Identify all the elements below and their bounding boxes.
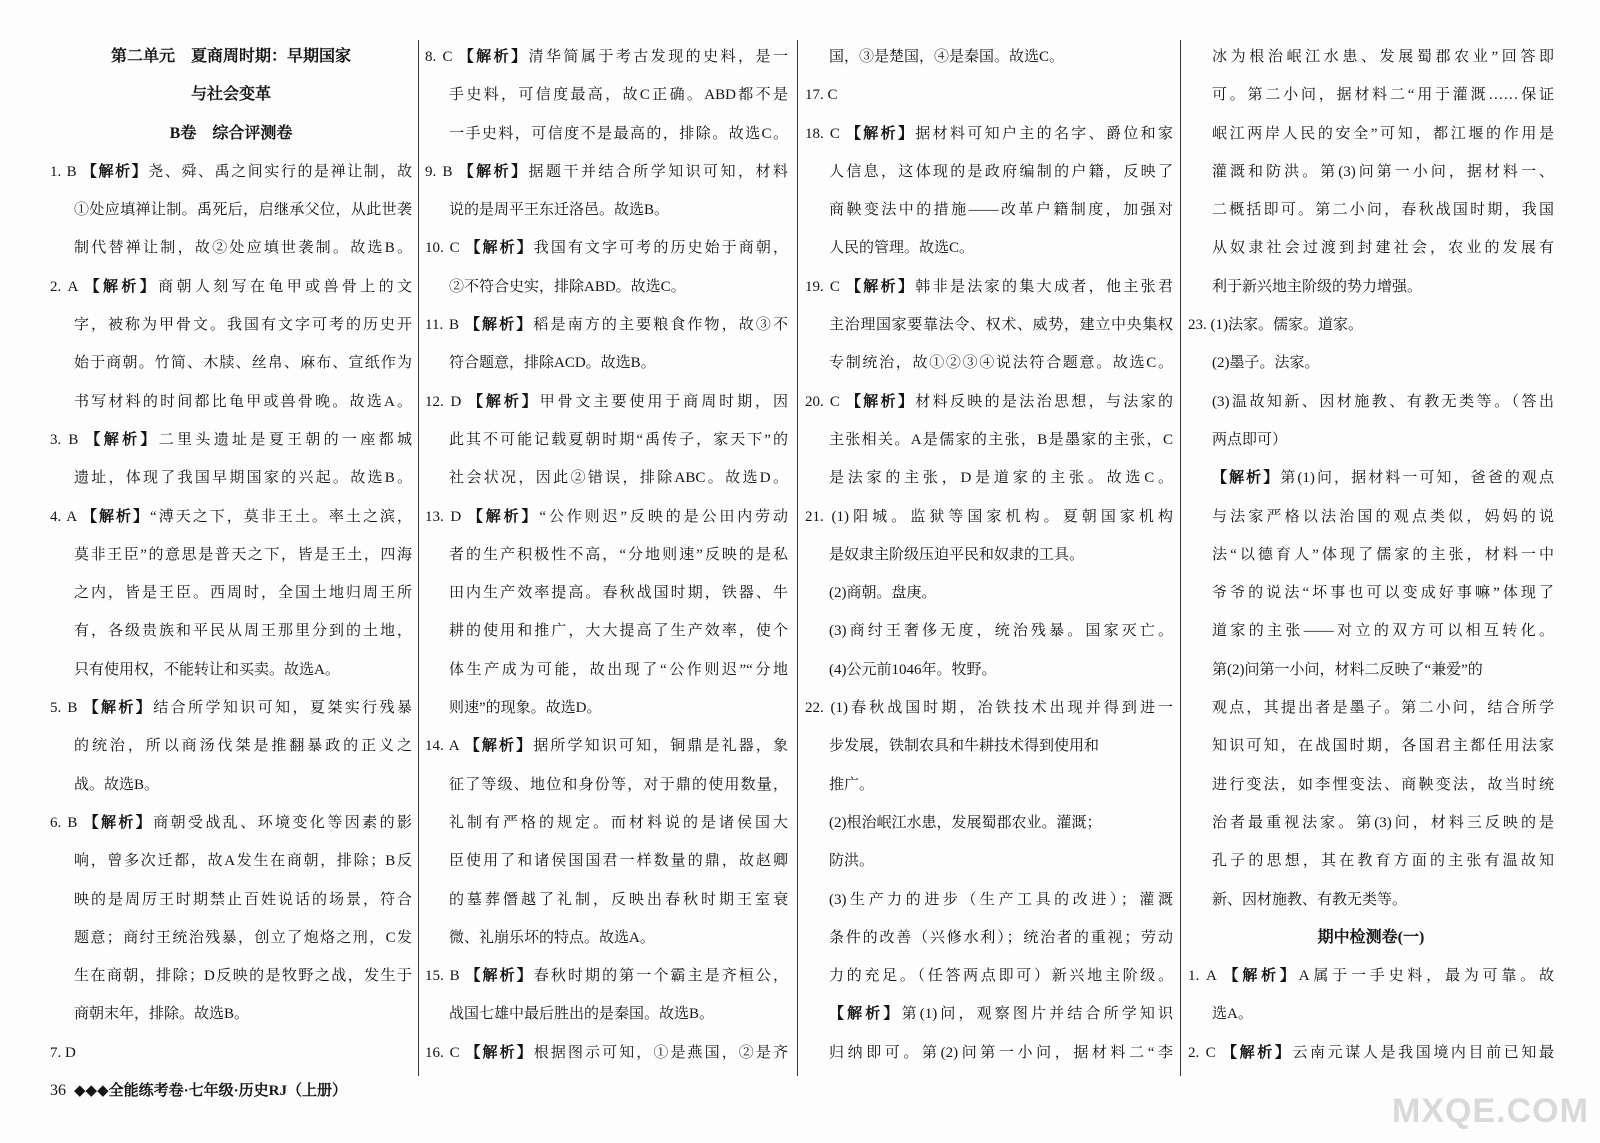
text-line: 观点，其提出者是墨子。第二小问，结合所学: [1212, 700, 1554, 717]
text-line: 之内，皆是王臣。西周时，全国土地归周王所: [74, 585, 412, 602]
answer-block: [805, 612, 1173, 650]
page-number: 36: [50, 1082, 66, 1099]
text-line: 【解析】第(1)问，据材料一可知，爸爸的观点: [1212, 470, 1554, 487]
analysis-tag: 【解析】: [467, 393, 540, 410]
section-heading: [50, 76, 412, 114]
answer-block: [50, 421, 412, 498]
answer-block: [805, 268, 1173, 383]
column-divider: [1180, 40, 1181, 1076]
text-line: 符合题意，排除ACD。故选B。: [449, 355, 656, 372]
column-2: [425, 38, 788, 1072]
text-line: 灌溉和防洪。第(3)问第一小问，据材料一、: [1212, 163, 1554, 180]
answer-block: [1188, 957, 1554, 1034]
analysis-tag: 【解析】: [83, 700, 154, 717]
text-line: (3)生产力的进步（生产工具的改进）；灌溉: [829, 891, 1173, 908]
text-line: 莫非王臣”的意思是普天之下，皆是王土，四海: [74, 546, 412, 563]
answer-block: [1188, 38, 1554, 306]
text-line: 20. C 【解析】材料反映的是法治思想，与法家的: [805, 393, 1173, 410]
text-line: 人民的管理。故选C。: [829, 240, 975, 257]
text-line: 遗址，体现了我国早期国家的兴起。故选B。: [74, 470, 412, 487]
text-line: 从奴隶社会过渡到封建社会，农业的发展有: [1212, 240, 1554, 257]
analysis-tag: 【解析】: [84, 278, 159, 295]
text-line: 商鞅变法中的措施——改革户籍制度，加强对: [829, 202, 1173, 219]
watermark: MXQE.COM: [1392, 1092, 1589, 1130]
column-3: [805, 38, 1173, 1072]
text-line: 5. B 【解析】结合所学知识可知，夏桀实行残暴: [50, 700, 412, 717]
answer-block: [425, 957, 788, 1034]
answer-block: [425, 727, 788, 957]
text-line: 6. B 【解析】商朝受战乱、环境变化等因素的影: [50, 814, 412, 831]
text-line: 新、因材施教、有教无类等。: [1212, 891, 1408, 908]
text-line: (3)温故知新、因材施教、有教无类等。（答出: [1212, 393, 1554, 410]
text-line: 13. D 【解析】“公作则迟”反映的是公田内劳动: [425, 508, 788, 525]
answer-block: [50, 689, 412, 804]
text-line: 国，③是楚国，④是秦国。故选C。: [829, 49, 1065, 65]
text-line: 商朝末年，排除。故选B。: [74, 1006, 250, 1023]
analysis-tag: 【解析】: [845, 278, 916, 295]
text-line: 战国七雄中最后胜出的是秦国。故选B。: [449, 1006, 715, 1023]
text-line: 12. D 【解析】甲骨文主要使用于商周时期，因: [425, 393, 788, 410]
answer-block: [425, 38, 788, 153]
analysis-tag: 【解析】: [83, 814, 154, 831]
answer-block: [425, 153, 788, 230]
answer-block: [425, 306, 788, 383]
text-line: 征了等级、地位和身份等，对于鼎的使用数量，: [449, 776, 788, 793]
text-line: 映的是周厉王时期禁止百姓说话的场景，符合: [74, 891, 412, 908]
analysis-tag: 【解析】: [85, 431, 159, 448]
text-line: 二概括即可。第二小问，春秋战国时期，我国: [1212, 202, 1554, 219]
answer-block: [1188, 344, 1554, 382]
text-line: 冰为根治岷江水患、发展蜀郡农业”回答即: [1212, 49, 1554, 65]
answer-block: [1188, 306, 1554, 344]
analysis-tag: 【解析】: [845, 393, 916, 410]
answer-block: [50, 153, 412, 268]
text-line: 爷爷的说法“坏事也可以变成好事嘛”体现了: [1212, 585, 1554, 602]
text-line: 主张相关。A是儒家的主张，B是墨家的主张，C: [829, 431, 1173, 448]
text-line: 1. B 【解析】尧、舜、禹之间实行的是禅让制，故: [50, 163, 412, 180]
text-line: 14. A 【解析】据所学知识可知，铜鼎是礼器，象: [425, 738, 788, 755]
text-line: 响，曾多次迁都，故A发生在商朝，排除；B反: [74, 853, 412, 870]
answer-block: [805, 115, 1173, 268]
text-line: 只有使用权，不能转让和买卖。故选A。: [74, 661, 340, 678]
section-heading: [50, 38, 412, 76]
text-line: 微、礼崩乐坏的特点。故选A。: [449, 929, 655, 946]
text-line: 一手史料，可信度不是最高的，排除。故选C。: [449, 125, 788, 142]
column-4: [1188, 38, 1554, 1072]
column-divider: [797, 40, 798, 1076]
text-line: 耕的使用和推广，大大提高了生产效率，使个: [449, 623, 788, 640]
text-line: ②不符合史实，排除ABD。故选C。: [449, 278, 686, 295]
text-line: 者的生产积极性不高，“分地则速”反映的是私: [449, 546, 788, 563]
text-line: 与法家严格以法治国的观点类似，妈妈的说: [1212, 508, 1554, 525]
text-line: 7. D: [50, 1044, 76, 1061]
text-line: 21. (1)阳城。监狱等国家机构。夏朝国家机构: [805, 508, 1173, 525]
text-line: 田内生产效率提高。春秋战国时期，铁器、牛: [449, 585, 788, 602]
answer-block: [50, 498, 412, 689]
analysis-tag: 【解析】: [1223, 968, 1299, 985]
text-line: 10. C 【解析】我国有文字可考的历史始于商朝，: [425, 240, 788, 257]
text-line: 第(2)问第一小问，材料二反映了“兼爱”的: [1212, 661, 1483, 678]
text-line: (2)墨子。法家。: [1212, 355, 1320, 372]
text-line: 有，各级贵族和平民从周王那里分到的土地，: [74, 623, 412, 640]
section-heading: [1188, 919, 1554, 957]
text-line: 1. A 【解析】A属于一手史料，最为可靠。故: [1188, 968, 1554, 985]
answer-block: [425, 229, 788, 306]
analysis-tag: 【解析】: [464, 317, 534, 334]
text-line: 战。故选B。: [74, 776, 160, 793]
answer-block: [425, 1034, 788, 1072]
text-line: 19. C 【解析】韩非是法家的集大成者，他主张君: [805, 278, 1173, 295]
text-line: 礼制有严格的规定。而材料说的是诸侯国大: [449, 814, 788, 831]
answer-block: [1188, 383, 1554, 460]
answer-block: [50, 804, 412, 1034]
text-line: (4)公元前1046年。牧野。: [829, 661, 997, 678]
text-line: 社会状况，因此②错误，排除ABC。故选D。: [449, 470, 788, 487]
answer-block: [805, 689, 1173, 804]
text-line: 岷江两岸人民的安全”可知，都江堰的作用是: [1212, 125, 1554, 142]
answer-block: [805, 651, 1173, 689]
analysis-tag: 【解析】: [465, 1044, 534, 1061]
answer-block: [805, 574, 1173, 612]
heading-line: 与社会变革: [190, 86, 271, 104]
text-line: 的墓葬僭越了礼制，反映出春秋时期王室衰: [449, 891, 788, 908]
text-line: 进行变法，如李悝变法、商鞅变法，故当时统: [1212, 776, 1554, 793]
text-line: 16. C 【解析】根据图示可知，①是燕国，②是齐: [425, 1044, 788, 1061]
text-line: 人信息，这体现的是政府编制的户籍，反映了: [829, 163, 1173, 180]
text-line: 则速”的现象。故选D。: [449, 700, 602, 717]
analysis-tag: 【解析】: [464, 738, 534, 755]
text-line: 3. B 【解析】二里头遗址是夏王朝的一座都城: [50, 431, 412, 448]
text-line: 4. A 【解析】“溥天之下，莫非王土。率土之滨，: [50, 508, 412, 525]
text-line: 23. (1)法家。儒家。道家。: [1188, 317, 1363, 334]
text-line: 两点即可）: [1212, 431, 1288, 448]
text-line: 选A。: [1212, 1006, 1253, 1023]
text-line: 此其不可能记载夏朝时期“禹传子，家天下”的: [449, 431, 788, 448]
text-line: 力的充足。（任答两点即可）新兴地主阶级。: [829, 968, 1173, 985]
analysis-tag: 【解析】: [81, 508, 151, 525]
analysis-tag: 【解析】: [845, 125, 916, 142]
text-line: 生在商朝，排除；D反映的是牧野之战，发生于: [74, 968, 412, 985]
heading-line: 第二单元 夏商周时期：早期国家: [110, 48, 351, 65]
answer-block: [1188, 459, 1554, 919]
heading-line: B卷 综合评测卷: [169, 124, 293, 142]
answer-block: [805, 804, 1173, 881]
page-footer: [50, 1078, 347, 1104]
text-line: 22. (1)春秋战国时期，冶铁技术出现并得到进一: [805, 700, 1173, 717]
section-heading: [50, 115, 412, 153]
text-line: 9. B 【解析】据题干并结合所学知识可知，材料: [425, 163, 788, 180]
text-line: 法“以德育人”体现了儒家的主张，材料一中: [1212, 546, 1554, 563]
text-line: 推广。: [829, 776, 875, 793]
answer-block: [805, 76, 1173, 114]
column-divider: [418, 40, 419, 1076]
answer-block: [50, 268, 412, 421]
text-line: 道家的主张——对立的双方可以相互转化。: [1212, 623, 1554, 640]
text-line: 11. B 【解析】稻是南方的主要粮食作物，故③不: [425, 317, 788, 334]
text-line: 书写材料的时间都比龟甲或兽骨晚。故选A。: [74, 393, 412, 410]
text-line: 防洪。: [829, 853, 875, 870]
text-line: 归纳即可。第(2)问第一小问，据材料二“李: [829, 1044, 1173, 1061]
text-line: 制代替禅让制，故②处应填世袭制。故选B。: [74, 240, 412, 257]
text-line: 2. A 【解析】商朝人刻写在龟甲或兽骨上的文: [50, 278, 412, 295]
analysis-tag: 【解析】: [1221, 1044, 1293, 1061]
text-line: 条件的改善（兴修水利）；统治者的重视；劳动: [829, 929, 1173, 946]
text-line: 18. C 【解析】据材料可知户主的名字、爵位和家: [805, 125, 1173, 142]
text-line: 孔子的思想，其在教育方面的主张有温故知: [1212, 853, 1554, 870]
heading-line: 期中检测卷(一): [1317, 928, 1425, 946]
text-line: 专制统治，故①②③④说法符合题意。故选C。: [829, 355, 1173, 372]
analysis-tag: 【解析】: [465, 240, 534, 257]
text-line: 题意；商纣王统治残暴，创立了炮烙之刑，C发: [74, 929, 412, 946]
answer-block: [805, 881, 1173, 996]
text-line: 治者最重视法家。第(3)问，材料三反映的是: [1212, 814, 1554, 831]
text-line: 的统治，所以商汤伐桀是推翻暴政的正义之: [74, 738, 412, 755]
book-title: ◆◆◆全能练考卷·七年级·历史RJ（上册）: [74, 1083, 347, 1099]
analysis-tag: 【解析】: [458, 49, 529, 65]
analysis-tag: 【解析】: [1212, 470, 1281, 487]
analysis-tag: 【解析】: [81, 163, 149, 180]
answer-block: [1188, 1034, 1554, 1072]
text-line: 手史料，可信度最高，故C正确。ABD都不是: [449, 87, 788, 104]
text-line: 是法家的主张，D是道家的主张。故选C。: [829, 470, 1173, 487]
text-line: 臣使用了和诸侯国国君一样数量的鼎，故赵卿: [449, 853, 788, 870]
text-line: 体生产成为可能，故出现了“公作则迟”“分地: [449, 661, 788, 678]
text-line: (2)商朝。盘庚。: [829, 585, 937, 602]
text-line: 是奴隶主阶级压迫平民和奴隶的工具。: [829, 546, 1085, 563]
text-line: 利于新兴地主阶级的势力增强。: [1212, 278, 1423, 295]
text-line: 17. C: [805, 87, 838, 104]
answer-block: [805, 38, 1173, 76]
answer-block: [425, 383, 788, 498]
text-line: ①处应填禅让制。禹死后，启继承父位，从此世袭: [74, 202, 412, 219]
text-line: 可。第二小问，据材料二“用于灌溉……保证: [1212, 87, 1554, 104]
text-line: (3)商纣王奢侈无度，统治残暴。国家灭亡。: [829, 623, 1173, 640]
text-line: 知识可知，在战国时期，各国君主都任用法家: [1212, 738, 1554, 755]
text-line: 字，被称为甲骨文。我国有文字可考的历史开: [74, 317, 412, 334]
text-line: 步发展，铁制农具和牛耕技术得到使用和: [829, 738, 1100, 755]
text-line: 8. C 【解析】清华简属于考古发现的史料，是一: [425, 49, 788, 65]
text-line: 【解析】第(1)问，观察图片并结合所学知识: [829, 1006, 1173, 1023]
answer-block: [805, 995, 1173, 1072]
analysis-tag: 【解析】: [467, 508, 540, 525]
text-line: 主治理国家要靠法令、权术、威势，建立中央集权: [829, 317, 1173, 334]
analysis-tag: 【解析】: [465, 968, 534, 985]
answer-block: [425, 498, 788, 728]
text-line: 2. C 【解析】云南元谋人是我国境内目前已知最: [1188, 1044, 1554, 1061]
column-1: [50, 38, 412, 1072]
text-line: 说的是周平王东迁洛邑。故选B。: [449, 202, 670, 219]
text-line: (2)根治岷江水患，发展蜀郡农业。灌溉；: [829, 814, 1102, 831]
text-line: 15. B 【解析】春秋时期的第一个霸主是齐桓公，: [425, 968, 788, 985]
answer-block: [50, 1034, 412, 1072]
analysis-tag: 【解析】: [829, 1006, 902, 1023]
answer-block: [805, 383, 1173, 498]
answer-block: [805, 498, 1173, 575]
analysis-tag: 【解析】: [458, 163, 529, 180]
text-line: 始于商朝。竹简、木牍、丝帛、麻布、宣纸作为: [74, 355, 412, 372]
